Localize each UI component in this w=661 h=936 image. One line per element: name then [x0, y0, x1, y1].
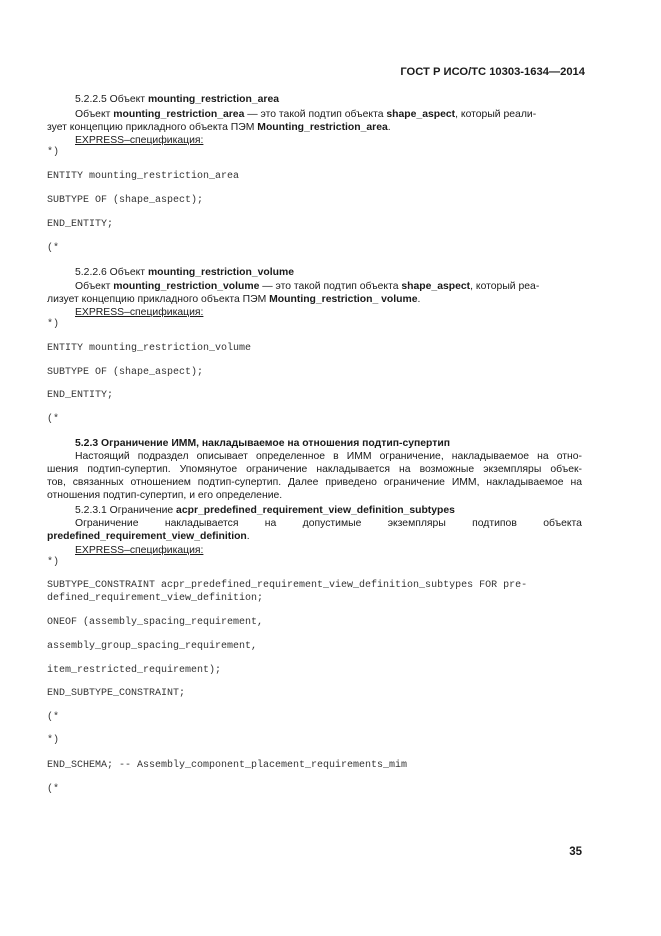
- paragraph-line: отношения подтип-супертип, и его определение.: [47, 490, 283, 501]
- code-line: ENTITY mounting_restriction_area: [47, 171, 240, 182]
- text: — это такой подтип объекта: [259, 281, 402, 292]
- code-line: END_SUBTYPE_CONSTRAINT;: [47, 688, 186, 699]
- code-comment-close: *): [47, 557, 60, 568]
- section-5-2-2-6-heading: [75, 266, 294, 279]
- code-comment-open: (*: [47, 784, 60, 795]
- entity-name: predefined_requirement_view_definition: [47, 531, 247, 542]
- entity-name: Mounting_restriction_area: [257, 122, 388, 133]
- page-number: 35: [569, 846, 582, 858]
- express-spec-label: EXPRESS–спецификация:: [75, 545, 204, 556]
- entity-name: mounting_restriction_area: [113, 109, 245, 120]
- code-line: END_ENTITY;: [47, 219, 114, 230]
- code-line: ENTITY mounting_restriction_volume: [47, 343, 252, 354]
- constraint-name: acpr_predefined_requirement_view_definition_subtypes: [176, 505, 455, 516]
- word: Ограничение: [75, 518, 139, 529]
- text: , который реа-: [470, 281, 540, 292]
- paragraph-line: [75, 280, 539, 293]
- code-line: SUBTYPE_CONSTRAINT acpr_predefined_requirement_view_definition_subtypes FOR pre-: [47, 580, 528, 591]
- code-line: SUBTYPE OF (shape_aspect);: [47, 367, 204, 378]
- text: лизует концепцию прикладного объекта ПЭМ: [47, 294, 270, 305]
- heading-prefix: 5.2.3.1 Ограничение: [75, 505, 177, 516]
- code-comment-close: *): [47, 147, 60, 158]
- text: .: [387, 122, 391, 133]
- word: экземпляры: [387, 518, 446, 529]
- express-spec-label: EXPRESS–спецификация:: [75, 307, 204, 318]
- code-line: defined_requirement_view_definition;: [47, 593, 264, 604]
- text: Объект: [75, 281, 114, 292]
- paragraph-line: [47, 293, 420, 306]
- paragraph-line: Настоящий подраздел описывает определенное в ИММ ограничение, накладываемое на отно-: [75, 451, 582, 462]
- word: подтипов: [472, 518, 517, 529]
- code-line: END_ENTITY;: [47, 390, 114, 401]
- paragraph-line: шения подтип-супертип. Упомянутое ограничение накладывается на возможные экземпляры объек-: [47, 464, 582, 475]
- express-spec-label: EXPRESS–спецификация:: [75, 135, 204, 146]
- entity-name: mounting_restriction_area: [147, 94, 280, 105]
- text: — это такой подтип объекта: [244, 109, 387, 120]
- paragraph-line: [75, 108, 536, 121]
- code-comment-close: *): [47, 319, 60, 330]
- code-line: assembly_group_spacing_requirement,: [47, 641, 258, 652]
- code-comment-open: (*: [47, 414, 60, 425]
- code-line: item_restricted_requirement);: [47, 665, 222, 676]
- word: на: [264, 518, 277, 529]
- section-5-2-2-5-heading: [75, 93, 279, 106]
- word: объекта: [543, 518, 582, 529]
- entity-name: shape_aspect: [386, 109, 456, 120]
- text: зует концепцию прикладного объекта ПЭМ: [47, 122, 258, 133]
- paragraph-line: [75, 517, 582, 530]
- subsection-5-2-3-1-heading: [75, 504, 455, 517]
- code-comment-open: (*: [47, 243, 60, 254]
- entity-name: Mounting_restriction_ volume: [269, 294, 418, 305]
- paragraph-line: [47, 530, 250, 543]
- word: допустимые: [302, 518, 362, 529]
- code-comment-close: *): [47, 735, 60, 746]
- code-line: SUBTYPE OF (shape_aspect);: [47, 195, 204, 206]
- entity-name: mounting_restriction_volume: [113, 281, 260, 292]
- text: .: [246, 531, 250, 542]
- heading-prefix: 5.2.2.6 Объект: [75, 267, 148, 278]
- word: накладывается: [164, 518, 239, 529]
- text: , который реали-: [455, 109, 537, 120]
- standard-designation: ГОСТ Р ИСО/ТС 10303-1634—2014: [400, 66, 585, 78]
- paragraph-line: [47, 121, 391, 134]
- heading-prefix: 5.2.2.5 Объект: [75, 94, 148, 105]
- text: .: [417, 294, 421, 305]
- code-line: ONEOF (assembly_spacing_requirement,: [47, 617, 264, 628]
- paragraph-line: тов, связанных отношением подтип-супертип. Далее приведено ограничение ИММ, накладываемое на: [47, 477, 582, 488]
- entity-name: shape_aspect: [401, 281, 471, 292]
- section-5-2-3-heading: 5.2.3 Ограничение ИММ, накладываемое на отношения подтип-супертип: [75, 438, 451, 449]
- code-comment-open: (*: [47, 712, 60, 723]
- code-line: END_SCHEMA; -- Assembly_component_placement_requirements_mim: [47, 760, 408, 771]
- text: Объект: [75, 109, 114, 120]
- entity-name: mounting_restriction_volume: [147, 267, 295, 278]
